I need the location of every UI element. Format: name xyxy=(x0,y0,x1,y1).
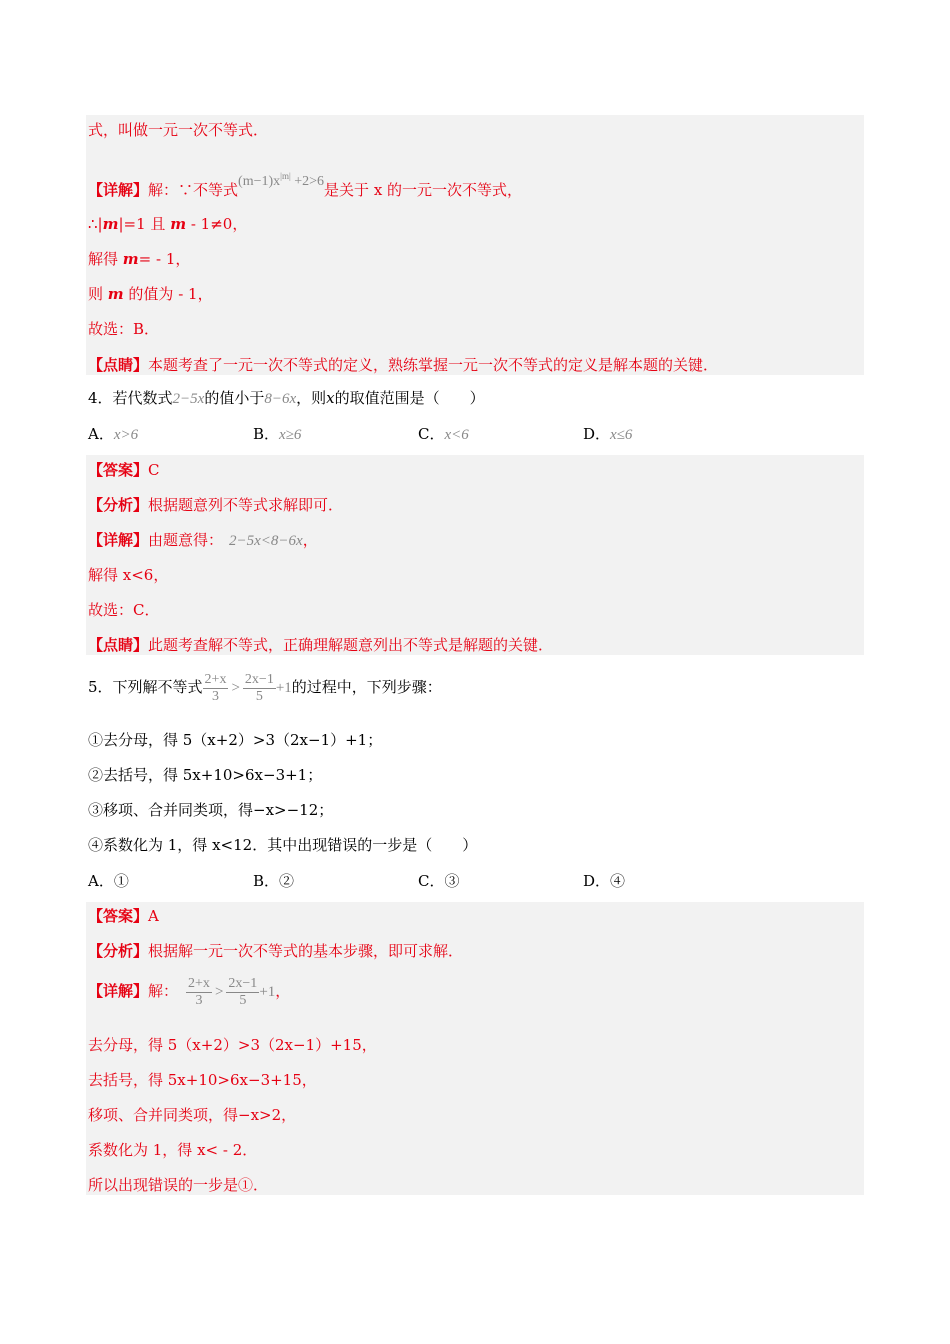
q5-step-4: ④系数化为 1，得 x<12．其中出现错误的一步是（ ） xyxy=(88,836,478,854)
q5-step-1: ①去分母，得 5（x+2）>3（2x−1）+1； xyxy=(88,731,383,749)
q5-option-c[interactable]: C．③ xyxy=(418,872,460,890)
q3-definition-tail: 式，叫做一元一次不等式． xyxy=(88,121,269,139)
q4-option-d[interactable]: D．x≤6 xyxy=(583,425,633,443)
q3-choice: 故选：B． xyxy=(88,320,160,338)
q4-option-c[interactable]: C．x<6 xyxy=(418,425,469,443)
detail-fraction-right: $\frac{2x-1}{5}$ xyxy=(228,975,258,1008)
q4-choice: 故选：C． xyxy=(88,601,160,619)
q5-solution-1: 去分母，得 5（x+2）>3（2x−1）+15， xyxy=(88,1036,377,1054)
q5-analysis: 【分析】根据解一元一次不等式的基本步骤，即可求解． xyxy=(88,942,464,960)
q5-solution-2: 去括号，得 5x+10>6x−3+15， xyxy=(88,1071,317,1089)
q3-step-value: 则 m 的值为 - 1， xyxy=(88,285,213,303)
fraction-left: $\frac{2+x}{3}$ xyxy=(204,671,227,704)
q4-solve: 解得 x<6， xyxy=(88,566,169,584)
q3-comment: 【点睛】本题考查了一元一次不等式的定义，熟练掌握一元一次不等式的定义是解本题的关键． xyxy=(88,356,719,374)
q5-option-b[interactable]: B．② xyxy=(253,872,295,890)
q4-stem: 4．若代数式2−5x的值小于8−6x，则x的取值范围是（ ） xyxy=(88,389,485,407)
q3-step-solve: 解得 m= - 1， xyxy=(88,250,191,268)
q4-detail: 【详解】由题意得： 2−5x<8−6x， xyxy=(88,531,318,549)
q4-comment: 【点睛】此题考查解不等式，正确理解题意列出不等式是解题的关键． xyxy=(88,636,554,654)
q5-step-2: ②去括号，得 5x+10>6x−3+1； xyxy=(88,766,323,784)
q4-solution-block xyxy=(86,455,864,655)
q4-option-a[interactable]: A．x>6 xyxy=(88,425,139,443)
q5-solution-5: 所以出现错误的一步是①． xyxy=(88,1176,269,1194)
q5-detail: 【详解】解： $\frac{2+x}{3}$ > $\frac{2x-1}{5}$ +1， xyxy=(88,975,291,1008)
q5-option-a[interactable]: A．① xyxy=(88,872,129,890)
detail-tag: 【详解】 xyxy=(88,181,149,199)
fraction-right: $\frac{2x-1}{5}$ xyxy=(244,671,274,704)
q5-answer: 【答案】A xyxy=(88,907,159,925)
q5-solution-4: 系数化为 1，得 x< - 2． xyxy=(88,1141,258,1159)
q3-detail-line: 【详解】解：∵不等式$(m-1)x^{|m|} +2>6$是关于 x 的一元一次不等式， xyxy=(88,171,523,199)
q3-step-abs: ∴|m|=1 且 m - 1≠0， xyxy=(88,215,248,233)
q4-option-b[interactable]: B．x≥6 xyxy=(253,425,302,443)
q5-option-d[interactable]: D．④ xyxy=(583,872,626,890)
inequality-formula: $(m-1)x^{|m|} +2>6$ xyxy=(238,171,325,189)
q5-step-3: ③移项、合并同类项，得−x>−12； xyxy=(88,801,334,819)
q5-stem: 5．下列解不等式 $\frac{2+x}{3}$ > $\frac{2x-1}{5}$ +1的过程中，下列步骤： xyxy=(88,671,442,704)
q5-solution-3: 移项、合并同类项，得−x>2， xyxy=(88,1106,297,1124)
q3-solution-block xyxy=(86,115,864,375)
q4-analysis: 【分析】根据题意列不等式求解即可． xyxy=(88,496,344,514)
detail-fraction-left: $\frac{2+x}{3}$ xyxy=(188,975,210,1008)
q4-answer: 【答案】C xyxy=(88,461,160,479)
